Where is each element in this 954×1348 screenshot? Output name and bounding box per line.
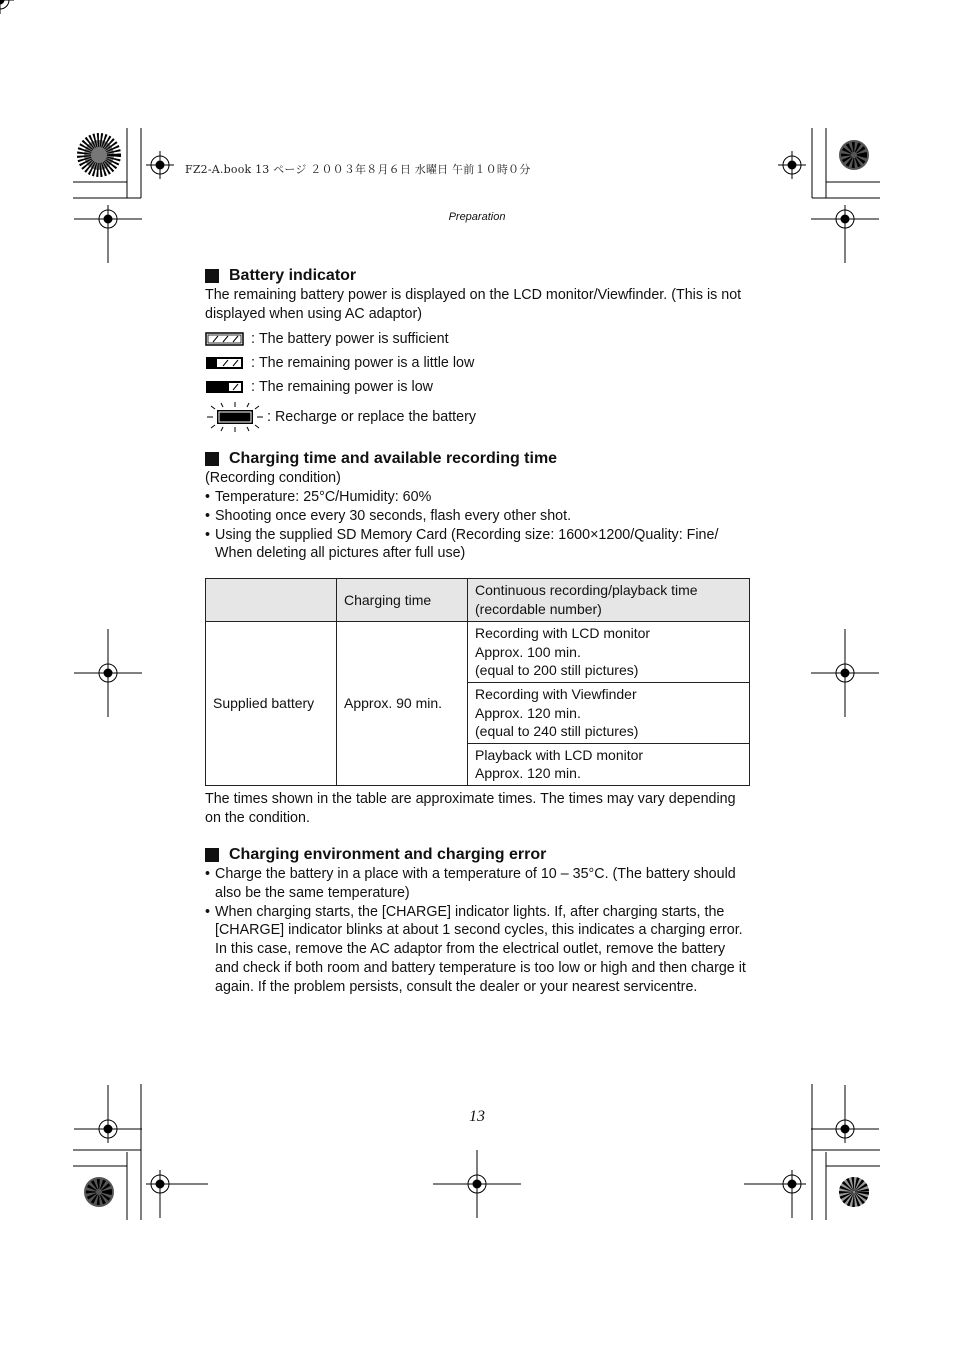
page-content: [205, 266, 750, 996]
indicator-text: Recharge or replace the battery: [274, 409, 477, 426]
recording-time-cell: Recording with Viewfinder Approx. 120 min. (equal to 240 still pictures): [468, 682, 750, 743]
battery-full-icon: [205, 332, 245, 346]
list-item: • Temperature: 25°C/Humidity: 60%: [205, 489, 432, 506]
table-header-row: [206, 578, 750, 621]
battery-low-icon: [205, 380, 245, 394]
charging-time-table: [205, 578, 750, 786]
indicator-row: : The battery power is sufficient: [205, 327, 750, 351]
list-item: • When charging starts, the [CHARGE] indicator lights. If, after charging starts, the [CHARGE] indicator blinks at about 1 second cycles, this indicates a charging error.: [205, 903, 743, 939]
section-heading-charging-time: Charging time and available recording time: [205, 449, 750, 469]
battery-blinking-icon: [205, 402, 265, 432]
table-header-cell: [206, 578, 337, 621]
table-note: The times shown in the table are approximate times. The times may vary depending on the condition.: [205, 790, 736, 826]
indicator-text: The remaining power is low: [258, 379, 433, 396]
running-head: Preparation: [448, 211, 506, 223]
recording-condition-label: (Recording condition): [205, 470, 341, 487]
charging-time-cell: Approx. 90 min.: [337, 621, 468, 785]
indicator-row: : The remaining power is low: [205, 375, 750, 399]
indicator-text: The remaining power is a little low: [258, 355, 475, 372]
recording-time-cell: Recording with LCD monitor Approx. 100 min. (equal to 200 still pictures): [468, 621, 750, 682]
list-item: • Shooting once every 30 seconds, flash every other shot.: [205, 507, 572, 524]
square-bullet-icon: [205, 269, 219, 283]
battery-medium-icon: [205, 356, 245, 370]
row-label-cell: Supplied battery: [206, 621, 337, 785]
indicator-text: The battery power is sufficient: [258, 331, 449, 348]
square-bullet-icon: [205, 848, 219, 862]
print-header: FZ2-A.book 13 ページ ２００３年８月６日 水曜日 午前１０時０分: [185, 163, 531, 176]
indicator-row: : Recharge or replace the battery: [205, 399, 750, 435]
list-item-continuation: In this case, remove the AC adaptor from the electrical outlet, remove the battery and check if both room and battery temperature is too low or high and then charge it again. If the problem persists, consult the dealer or your nearest servicentre.: [215, 941, 746, 995]
list-item: • Charge the battery in a place with a temperature of 10 – 35°C. (The battery should also be the same temperature): [205, 866, 736, 902]
page-number: 13: [469, 1108, 485, 1125]
square-bullet-icon: [205, 452, 219, 466]
list-item: • Using the supplied SD Memory Card (Recording size: 1600×1200/Quality: Fine/ When deleting all pictures after full use): [205, 526, 719, 562]
table-header-cell: Continuous recording/playback time (recordable number): [468, 578, 750, 621]
table-header-cell: Charging time: [337, 578, 468, 621]
table-row: [206, 621, 750, 682]
section-heading-battery-indicator: Battery indicator: [205, 266, 750, 286]
recording-time-cell: Playback with LCD monitor Approx. 120 min.: [468, 743, 750, 785]
battery-intro: The remaining battery power is displayed on the LCD monitor/Viewfinder. (This is not displayed when using AC adaptor): [205, 287, 742, 322]
section-heading-charging-environment: Charging environment and charging error: [205, 845, 750, 865]
indicator-row: : The remaining power is a little low: [205, 351, 750, 375]
